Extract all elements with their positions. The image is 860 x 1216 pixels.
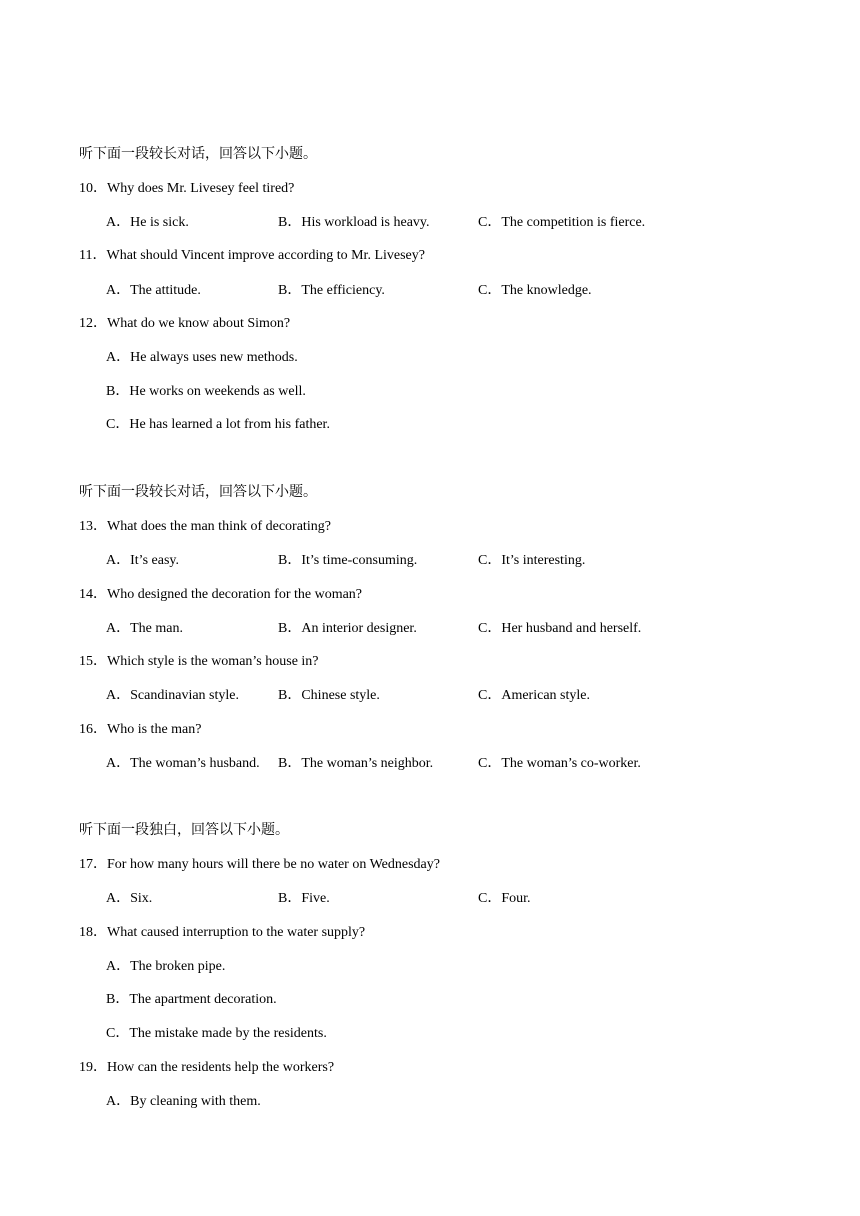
option-a: A．Scandinavian style. <box>106 688 239 703</box>
option-b: B．The apartment decoration. <box>106 992 277 1007</box>
section-intro: 听下面一段独白，回答以下小题。 <box>79 823 289 838</box>
option-a: A．It’s easy. <box>106 553 179 568</box>
question-text: Which style is the woman’s house in? <box>107 654 319 669</box>
question-text: What does the man think of decorating? <box>107 519 331 534</box>
question-number: 18． <box>79 925 107 940</box>
option-a: A．By cleaning with them. <box>106 1094 261 1109</box>
question-text: Who designed the decoration for the woman? <box>107 587 363 602</box>
question-stem <box>79 923 365 943</box>
section-intro: 听下面一段较长对话，回答以下小题。 <box>79 147 317 162</box>
question-stem <box>79 246 425 266</box>
question-number: 11． <box>79 248 107 263</box>
question-stem <box>79 652 319 672</box>
option-c: C．The woman’s co-worker. <box>478 756 641 771</box>
option-b: B．Chinese style. <box>278 688 380 703</box>
option-c: C．Four. <box>478 891 531 906</box>
option-c: C．The knowledge. <box>478 283 592 298</box>
question-stem <box>79 720 201 740</box>
question-text: Who is the man? <box>107 722 202 737</box>
question-stem <box>79 517 331 537</box>
option-b: B．He works on weekends as well. <box>106 384 306 399</box>
question-number: 10． <box>79 181 107 196</box>
option-b: B．It’s time-consuming. <box>278 553 418 568</box>
question-text: How can the residents help the workers? <box>107 1060 335 1075</box>
option-b: B．The efficiency. <box>278 283 385 298</box>
option-b: B．An interior designer. <box>278 621 417 636</box>
option-c: C．Her husband and herself. <box>478 621 642 636</box>
question-number: 12． <box>79 316 107 331</box>
question-stem <box>79 1058 334 1078</box>
option-b: B．The woman’s neighbor. <box>278 756 434 771</box>
option-c: C．He has learned a lot from his father. <box>106 417 330 432</box>
question-stem <box>79 179 294 199</box>
option-b: B．His workload is heavy. <box>278 215 430 230</box>
question-stem <box>79 855 440 875</box>
question-text: For how many hours will there be no water on Wednesday? <box>107 857 440 872</box>
question-number: 13． <box>79 519 107 534</box>
question-number: 16． <box>79 722 107 737</box>
question-text: What should Vincent improve according to Mr. Livesey? <box>106 248 425 263</box>
question-text: What caused interruption to the water supply? <box>107 925 366 940</box>
option-a: A．Six. <box>106 891 153 906</box>
option-a: A．He always uses new methods. <box>106 350 298 365</box>
option-c: C．The competition is fierce. <box>478 215 646 230</box>
section-intro: 听下面一段较长对话，回答以下小题。 <box>79 485 317 500</box>
question-stem <box>79 585 362 605</box>
option-a: A．The broken pipe. <box>106 959 226 974</box>
question-text: Why does Mr. Livesey feel tired? <box>107 181 295 196</box>
option-a: A．The man. <box>106 621 183 636</box>
question-stem <box>79 314 290 334</box>
question-number: 14． <box>79 587 107 602</box>
question-number: 19． <box>79 1060 107 1075</box>
question-text: What do we know about Simon? <box>107 316 291 331</box>
option-a: A．The attitude. <box>106 283 201 298</box>
option-c: C．American style. <box>478 688 590 703</box>
option-a: A．He is sick. <box>106 215 189 230</box>
option-c: C．It’s interesting. <box>478 553 586 568</box>
question-number: 17． <box>79 857 107 872</box>
option-a: A．The woman’s husband. <box>106 756 260 771</box>
option-c: C．The mistake made by the residents. <box>106 1026 327 1041</box>
option-b: B．Five. <box>278 891 330 906</box>
question-number: 15． <box>79 654 107 669</box>
